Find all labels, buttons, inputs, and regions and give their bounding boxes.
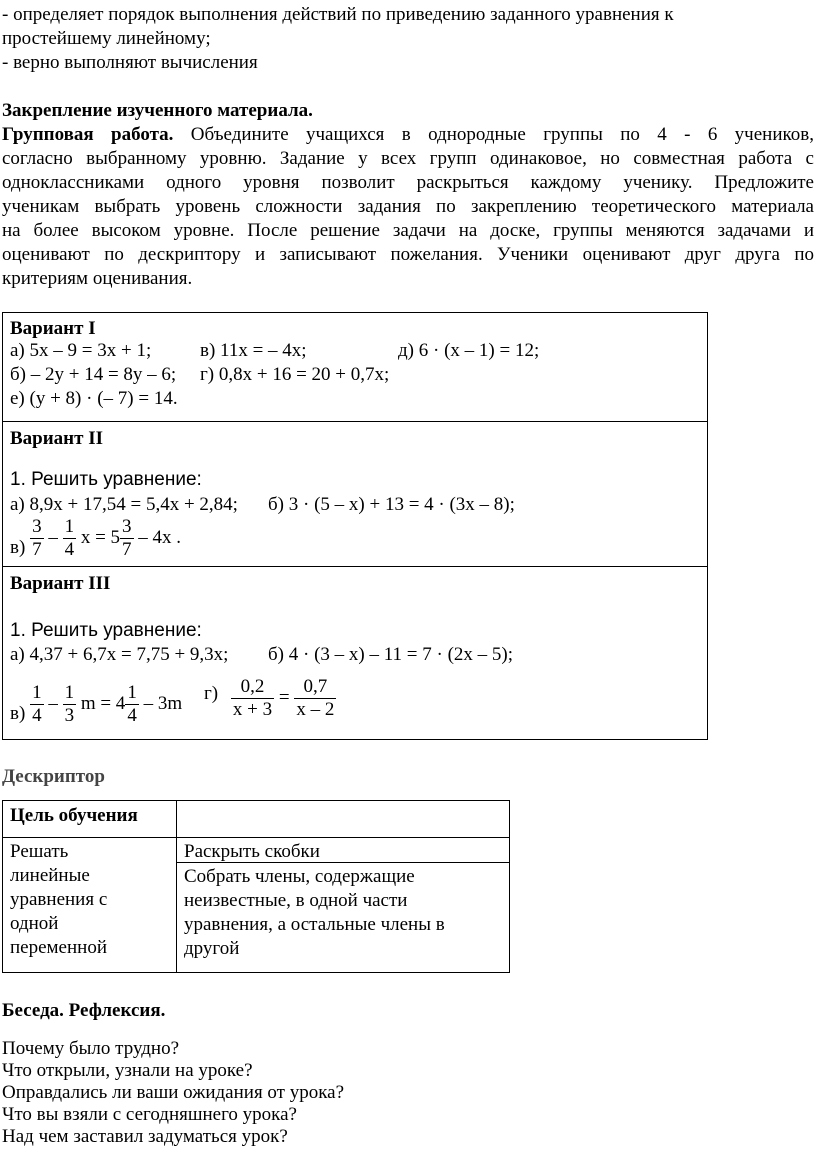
expression: – 3m (143, 692, 183, 714)
variant-1-item-v: в) 11x = – 4x; (200, 340, 307, 361)
expression: x = 5 (80, 526, 121, 548)
goal-line: Решать (10, 841, 69, 862)
variant-1-item-b: б) – 2y + 14 = 8y – 6; (10, 364, 177, 385)
fraction (125, 682, 139, 727)
reflection-question: Почему было трудно? (2, 1038, 180, 1059)
expression: m = 4 (80, 692, 126, 714)
numerator: 1 (64, 682, 75, 703)
table-divider (2, 421, 708, 422)
consolidation-paragraph-line-2: согласно выбранному уровню. Задание у всех групп одинаковое, но совместная работа с (2, 148, 814, 169)
expression: – 4x . (138, 526, 182, 548)
intro-line-3: - верно выполняют вычисления (2, 52, 258, 73)
variant-1-item-d: д) 6 · (x – 1) = 12; (398, 340, 540, 361)
numerator: 0,2 (231, 676, 274, 699)
goal-line: уравнения с (10, 889, 108, 910)
denominator: 7 (32, 539, 42, 560)
descriptor-item-2 (184, 865, 445, 961)
consolidation-paragraph-line-6: оценивают по дескриптору и записывают пожелания. Ученики оценивают друг друга по (2, 244, 814, 265)
item-label: г) (204, 682, 219, 704)
numerator: 3 (122, 516, 132, 537)
denominator: 4 (32, 705, 42, 726)
fraction (63, 682, 77, 727)
variant-2-item-b: б) 3 · (5 – x) + 13 = 4 · (3x – 8); (268, 494, 515, 515)
variant-2-task: 1. Решить уравнение: (10, 469, 202, 490)
descriptor-header-goal: Цель обучения (10, 805, 138, 826)
goal-line: переменной (10, 937, 107, 958)
consolidation-heading: Закрепление изученного материала. (2, 100, 313, 121)
goal-line: одной (10, 913, 59, 934)
intro-line-1: - определяет порядок выполнения действий по приведению заданного уравнения к (2, 4, 674, 25)
consolidation-paragraph-line-1 (2, 123, 814, 147)
denominator: 7 (122, 539, 132, 560)
table-row-divider (2, 837, 510, 838)
fraction (63, 516, 77, 561)
item-label: в) (10, 536, 26, 558)
descriptor-heading: Дескриптор (2, 766, 105, 787)
item-line: Собрать члены, содержащие (184, 866, 415, 887)
variant-3-item-a: а) 4,37 + 6,7x = 7,75 + 9,3x; (10, 644, 229, 665)
reflection-question: Над чем заставил задуматься урок? (2, 1126, 288, 1147)
variant-3-title: Вариант III (10, 573, 111, 594)
variant-1-item-e: е) (y + 8) · (– 7) = 14. (10, 388, 178, 409)
table-divider (2, 566, 708, 567)
denominator: x + 3 (232, 699, 273, 720)
fraction (294, 676, 336, 721)
table-column-divider (176, 800, 177, 973)
paragraph-text: Объедините учащихся в однородные группы по 4 - 6 учеников, (190, 124, 814, 145)
numerator: 1 (64, 516, 75, 537)
denominator: 4 (127, 705, 137, 726)
variant-3-item-v: в) $\frac{1}{4}$ – $\frac{1}{3}$ m = 4 $\frac{1}{4}$ – 3m (10, 682, 183, 726)
numerator: 0,7 (294, 676, 336, 699)
numerator: 1 (127, 682, 137, 703)
descriptor-item-1: Раскрыть скобки (184, 841, 320, 862)
fraction (30, 682, 44, 727)
variant-2-item-v: в) $\frac{3}{7}$ – $\frac{1}{4}$ x = 5 $\frac{3}{7}$ – 4x . (10, 516, 182, 560)
denominator: 4 (64, 539, 75, 560)
variant-1-title: Вариант I (10, 318, 96, 339)
fraction (120, 516, 134, 561)
item-line: неизвестные, в одной части (184, 890, 408, 911)
goal-line: линейные (10, 865, 90, 886)
denominator: 3 (64, 705, 75, 726)
consolidation-paragraph-line-5: на более высоком уровне. После решение задачи на доске, группы меняются задачами и (2, 220, 814, 241)
reflection-question: Оправдались ли ваши ожидания от урока? (2, 1082, 345, 1103)
variant-3-item-b: б) 4 · (3 – x) – 11 = 7 · (2x – 5); (268, 644, 513, 665)
reflection-question: Что вы взяли с сегодняшнего урока? (2, 1104, 297, 1125)
descriptor-goal (10, 840, 107, 960)
group-work-label: Групповая работа. (2, 124, 174, 145)
consolidation-paragraph-line-7: критериям оценивания. (2, 268, 193, 289)
consolidation-paragraph-line-4: ученикам выбрать уровень сложности задания по закреплению теоретического материала (2, 196, 814, 217)
equals-sign: = (278, 686, 290, 708)
reflection-question: Что открыли, узнали на уроке? (2, 1060, 253, 1081)
denominator: x – 2 (296, 699, 335, 720)
item-line: уравнения, а остальные члены в (184, 914, 445, 935)
consolidation-paragraph-line-3: одноклассниками одного уровня позволит раскрыться каждому ученику. Предложите (2, 172, 814, 193)
numerator: 3 (32, 516, 42, 537)
item-label: в) (10, 702, 26, 724)
variant-2-item-a: а) 8,9x + 17,54 = 5,4x + 2,84; (10, 494, 238, 515)
reflection-heading: Беседа. Рефлексия. (2, 1000, 166, 1021)
fraction (30, 516, 44, 561)
variant-2-title: Вариант II (10, 428, 104, 449)
variant-3-item-g (204, 676, 336, 721)
numerator: 1 (32, 682, 42, 703)
item-line: другой (184, 938, 240, 959)
variant-3-task: 1. Решить уравнение: (10, 620, 202, 641)
fraction (231, 676, 274, 721)
variant-1-item-g: г) 0,8x + 16 = 20 + 0,7x; (200, 364, 390, 385)
intro-line-2: простейшему линейному; (2, 28, 211, 49)
variant-1-item-a: а) 5x – 9 = 3x + 1; (10, 340, 152, 361)
